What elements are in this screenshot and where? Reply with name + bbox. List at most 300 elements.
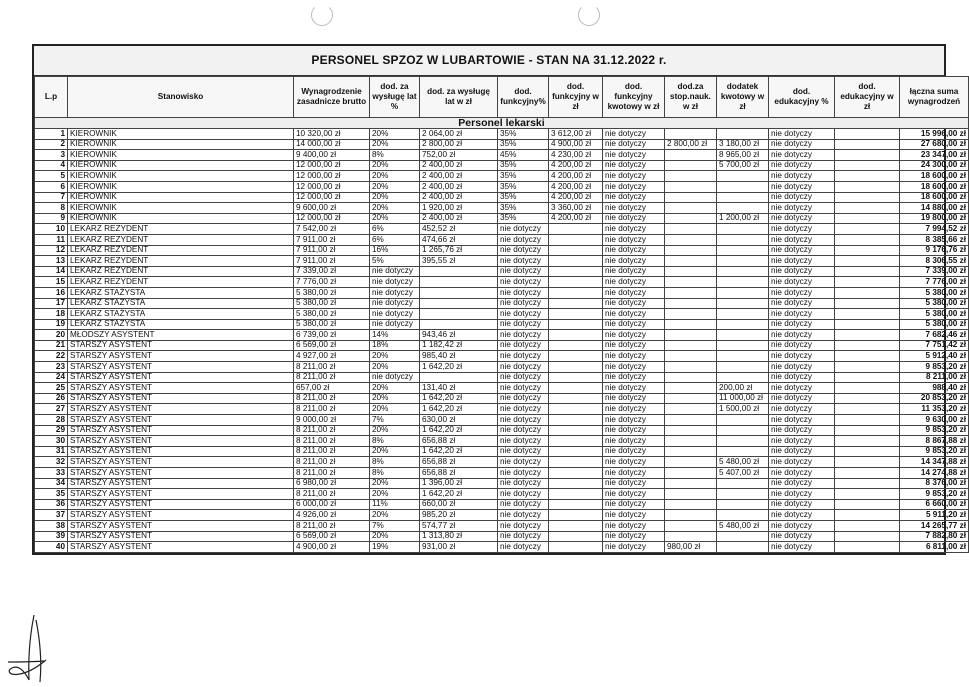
cell-fun_z bbox=[549, 404, 603, 415]
cell-stop bbox=[665, 383, 717, 394]
cell-stan: STARSZY ASYSTENT bbox=[68, 383, 294, 394]
cell-wyn: 12 000,00 zł bbox=[294, 192, 370, 203]
cell-fun_z: 3 360,00 zł bbox=[549, 203, 603, 214]
cell-suma: 7 882,80 zł bbox=[900, 531, 969, 542]
cell-wyn: 4 900,00 zł bbox=[294, 542, 370, 553]
cell-dod_kw bbox=[717, 181, 769, 192]
table-row bbox=[35, 160, 969, 171]
cell-dod_kw bbox=[717, 436, 769, 447]
cell-wysl_z: 1 265,76 zł bbox=[420, 245, 498, 256]
cell-suma: 18 600,00 zł bbox=[900, 181, 969, 192]
cell-wyn: 9 000,00 zł bbox=[294, 415, 370, 426]
cell-fun_p: nie dotyczy bbox=[498, 245, 549, 256]
cell-dod_kw bbox=[717, 277, 769, 288]
cell-stop bbox=[665, 203, 717, 214]
cell-wyn: 5 380,00 zł bbox=[294, 309, 370, 320]
cell-stop bbox=[665, 393, 717, 404]
cell-edu_p: nie dotyczy bbox=[769, 404, 835, 415]
cell-wysl_p: nie dotyczy bbox=[370, 372, 420, 383]
cell-wysl_z: 574,77 zł bbox=[420, 520, 498, 531]
cell-edu_p: nie dotyczy bbox=[769, 298, 835, 309]
cell-wysl_p: 20% bbox=[370, 129, 420, 140]
cell-wyn: 6 739,00 zł bbox=[294, 330, 370, 341]
cell-fun_z bbox=[549, 351, 603, 362]
cell-wysl_z: 474,66 zł bbox=[420, 234, 498, 245]
cell-fun_kw: nie dotyczy bbox=[603, 287, 665, 298]
cell-wysl_z bbox=[420, 372, 498, 383]
cell-suma: 18 600,00 zł bbox=[900, 171, 969, 182]
cell-fun_kw: nie dotyczy bbox=[603, 393, 665, 404]
cell-edu_z bbox=[835, 129, 900, 140]
cell-wyn: 7 542,00 zł bbox=[294, 224, 370, 235]
cell-fun_kw: nie dotyczy bbox=[603, 213, 665, 224]
cell-edu_p: nie dotyczy bbox=[769, 520, 835, 531]
cell-suma: 6 660,00 zł bbox=[900, 499, 969, 510]
cell-stop bbox=[665, 171, 717, 182]
cell-wysl_p: 16% bbox=[370, 245, 420, 256]
cell-wyn: 8 211,00 zł bbox=[294, 489, 370, 500]
cell-wysl_p: 7% bbox=[370, 415, 420, 426]
cell-wysl_z: 131,40 zł bbox=[420, 383, 498, 394]
cell-wysl_p: 19% bbox=[370, 542, 420, 553]
cell-fun_p: nie dotyczy bbox=[498, 287, 549, 298]
table-row bbox=[35, 203, 969, 214]
cell-suma: 27 680,00 zł bbox=[900, 139, 969, 150]
section-row bbox=[35, 118, 969, 129]
cell-stan: LEKARZ REZYDENT bbox=[68, 256, 294, 267]
cell-lp: 36 bbox=[35, 499, 68, 510]
table-row bbox=[35, 542, 969, 553]
cell-edu_p: nie dotyczy bbox=[769, 192, 835, 203]
cell-edu_z bbox=[835, 150, 900, 161]
cell-suma: 14 274,88 zł bbox=[900, 468, 969, 479]
table-row bbox=[35, 266, 969, 277]
cell-fun_z bbox=[549, 245, 603, 256]
cell-lp: 24 bbox=[35, 372, 68, 383]
cell-stan: STARSZY ASYSTENT bbox=[68, 425, 294, 436]
cell-lp: 12 bbox=[35, 245, 68, 256]
cell-lp: 26 bbox=[35, 393, 68, 404]
cell-wysl_z: 1 642,20 zł bbox=[420, 489, 498, 500]
cell-edu_p: nie dotyczy bbox=[769, 510, 835, 521]
cell-edu_z bbox=[835, 160, 900, 171]
cell-wyn: 5 380,00 zł bbox=[294, 287, 370, 298]
cell-suma: 988,40 zł bbox=[900, 383, 969, 394]
col-header: L.p bbox=[35, 77, 68, 118]
cell-lp: 28 bbox=[35, 415, 68, 426]
cell-fun_z bbox=[549, 531, 603, 542]
cell-wysl_z: 2 400,00 zł bbox=[420, 181, 498, 192]
cell-wyn: 12 000,00 zł bbox=[294, 213, 370, 224]
cell-fun_p: nie dotyczy bbox=[498, 266, 549, 277]
table-row bbox=[35, 436, 969, 447]
cell-lp: 34 bbox=[35, 478, 68, 489]
cell-wyn: 8 211,00 zł bbox=[294, 425, 370, 436]
cell-fun_z bbox=[549, 489, 603, 500]
cell-wyn: 4 927,00 zł bbox=[294, 351, 370, 362]
cell-fun_kw: nie dotyczy bbox=[603, 340, 665, 351]
cell-lp: 32 bbox=[35, 457, 68, 468]
cell-stan: STARSZY ASYSTENT bbox=[68, 520, 294, 531]
cell-edu_p: nie dotyczy bbox=[769, 287, 835, 298]
salary-table bbox=[34, 76, 969, 553]
col-header: dod.za stop.nauk. w zł bbox=[665, 77, 717, 118]
cell-fun_kw: nie dotyczy bbox=[603, 181, 665, 192]
cell-stan: LEKARZ STAŻYSTA bbox=[68, 309, 294, 320]
cell-wyn: 6 569,00 zł bbox=[294, 531, 370, 542]
table-row bbox=[35, 383, 969, 394]
cell-edu_p: nie dotyczy bbox=[769, 224, 835, 235]
cell-fun_kw: nie dotyczy bbox=[603, 234, 665, 245]
sheet-title: PERSONEL SPZOZ W LUBARTOWIE - STAN NA 31.12.2022 r. bbox=[34, 46, 944, 76]
cell-fun_kw: nie dotyczy bbox=[603, 383, 665, 394]
cell-wysl_z: 656,88 zł bbox=[420, 468, 498, 479]
table-row bbox=[35, 489, 969, 500]
cell-fun_z: 4 200,00 zł bbox=[549, 213, 603, 224]
cell-fun_p: nie dotyczy bbox=[498, 224, 549, 235]
cell-edu_p: nie dotyczy bbox=[769, 489, 835, 500]
cell-edu_z bbox=[835, 287, 900, 298]
cell-wysl_z: 931,00 zł bbox=[420, 542, 498, 553]
cell-edu_p: nie dotyczy bbox=[769, 457, 835, 468]
table-row bbox=[35, 181, 969, 192]
cell-dod_kw bbox=[717, 245, 769, 256]
cell-edu_p: nie dotyczy bbox=[769, 372, 835, 383]
cell-suma: 15 996,00 zł bbox=[900, 129, 969, 140]
cell-wysl_z bbox=[420, 309, 498, 320]
cell-wyn: 12 000,00 zł bbox=[294, 181, 370, 192]
cell-edu_p: nie dotyczy bbox=[769, 542, 835, 553]
cell-wysl_z bbox=[420, 287, 498, 298]
cell-fun_p: nie dotyczy bbox=[498, 542, 549, 553]
cell-fun_kw: nie dotyczy bbox=[603, 351, 665, 362]
cell-dod_kw: 11 000,00 zł bbox=[717, 393, 769, 404]
cell-fun_p: nie dotyczy bbox=[498, 425, 549, 436]
cell-dod_kw bbox=[717, 234, 769, 245]
cell-fun_z bbox=[549, 446, 603, 457]
cell-lp: 11 bbox=[35, 234, 68, 245]
cell-fun_kw: nie dotyczy bbox=[603, 129, 665, 140]
col-header: dod. edukacyjny % bbox=[769, 77, 835, 118]
cell-fun_z bbox=[549, 362, 603, 373]
cell-stop bbox=[665, 404, 717, 415]
cell-dod_kw: 200,00 zł bbox=[717, 383, 769, 394]
cell-dod_kw: 1 200,00 zł bbox=[717, 213, 769, 224]
cell-fun_p: nie dotyczy bbox=[498, 256, 549, 267]
table-row bbox=[35, 468, 969, 479]
cell-fun_z bbox=[549, 478, 603, 489]
cell-wysl_z: 1 182,42 zł bbox=[420, 340, 498, 351]
cell-wyn: 8 211,00 zł bbox=[294, 393, 370, 404]
cell-edu_p: nie dotyczy bbox=[769, 425, 835, 436]
cell-fun_z bbox=[549, 436, 603, 447]
cell-edu_z bbox=[835, 192, 900, 203]
cell-wysl_z: 985,20 zł bbox=[420, 510, 498, 521]
cell-suma: 5 380,00 zł bbox=[900, 298, 969, 309]
table-row bbox=[35, 245, 969, 256]
cell-wysl_z: 656,88 zł bbox=[420, 457, 498, 468]
cell-suma: 5 911,20 zł bbox=[900, 510, 969, 521]
cell-wysl_z: 630,00 zł bbox=[420, 415, 498, 426]
cell-dod_kw bbox=[717, 510, 769, 521]
cell-wysl_z: 2 064,00 zł bbox=[420, 129, 498, 140]
table-row bbox=[35, 425, 969, 436]
cell-stop bbox=[665, 425, 717, 436]
cell-lp: 15 bbox=[35, 277, 68, 288]
cell-suma: 11 353,20 zł bbox=[900, 404, 969, 415]
cell-dod_kw bbox=[717, 351, 769, 362]
cell-stop bbox=[665, 531, 717, 542]
cell-wyn: 12 000,00 zł bbox=[294, 160, 370, 171]
cell-fun_kw: nie dotyczy bbox=[603, 150, 665, 161]
cell-lp: 31 bbox=[35, 446, 68, 457]
cell-fun_p: 35% bbox=[498, 203, 549, 214]
cell-fun_kw: nie dotyczy bbox=[603, 160, 665, 171]
cell-wyn: 7 339,00 zł bbox=[294, 266, 370, 277]
cell-edu_z bbox=[835, 213, 900, 224]
cell-fun_p: nie dotyczy bbox=[498, 351, 549, 362]
cell-stan: LEKARZ STAŻYSTA bbox=[68, 287, 294, 298]
cell-dod_kw bbox=[717, 266, 769, 277]
cell-stop bbox=[665, 150, 717, 161]
table-row bbox=[35, 277, 969, 288]
cell-edu_z bbox=[835, 171, 900, 182]
col-header: dod. funkcyjny kwotowy w zł bbox=[603, 77, 665, 118]
cell-fun_z bbox=[549, 330, 603, 341]
cell-fun_z: 4 200,00 zł bbox=[549, 181, 603, 192]
cell-wyn: 8 211,00 zł bbox=[294, 362, 370, 373]
cell-wysl_z bbox=[420, 298, 498, 309]
cell-fun_p: 35% bbox=[498, 181, 549, 192]
cell-wyn: 8 211,00 zł bbox=[294, 372, 370, 383]
cell-edu_p: nie dotyczy bbox=[769, 160, 835, 171]
cell-edu_z bbox=[835, 478, 900, 489]
col-header: dod. za wysługę lat % bbox=[370, 77, 420, 118]
cell-wyn: 8 211,00 zł bbox=[294, 446, 370, 457]
cell-fun_z bbox=[549, 256, 603, 267]
cell-wysl_p: 20% bbox=[370, 181, 420, 192]
cell-edu_z bbox=[835, 393, 900, 404]
cell-edu_p: nie dotyczy bbox=[769, 309, 835, 320]
cell-lp: 5 bbox=[35, 171, 68, 182]
cell-edu_p: nie dotyczy bbox=[769, 531, 835, 542]
cell-lp: 39 bbox=[35, 531, 68, 542]
table-row bbox=[35, 446, 969, 457]
cell-stan: LEKARZ REZYDENT bbox=[68, 245, 294, 256]
cell-edu_z bbox=[835, 340, 900, 351]
cell-wysl_z: 1 642,20 zł bbox=[420, 362, 498, 373]
cell-wyn: 14 000,00 zł bbox=[294, 139, 370, 150]
cell-edu_z bbox=[835, 330, 900, 341]
cell-wyn: 8 211,00 zł bbox=[294, 468, 370, 479]
cell-stan: MŁODSZY ASYSTENT bbox=[68, 330, 294, 341]
cell-suma: 9 853,20 zł bbox=[900, 362, 969, 373]
cell-fun_p: nie dotyczy bbox=[498, 383, 549, 394]
cell-lp: 38 bbox=[35, 520, 68, 531]
cell-edu_z bbox=[835, 266, 900, 277]
cell-edu_z bbox=[835, 531, 900, 542]
cell-lp: 35 bbox=[35, 489, 68, 500]
cell-lp: 17 bbox=[35, 298, 68, 309]
cell-stop bbox=[665, 224, 717, 235]
cell-dod_kw: 8 965,00 zł bbox=[717, 150, 769, 161]
cell-fun_kw: nie dotyczy bbox=[603, 510, 665, 521]
cell-stan: STARSZY ASYSTENT bbox=[68, 499, 294, 510]
cell-fun_z bbox=[549, 372, 603, 383]
cell-suma: 7 751,42 zł bbox=[900, 340, 969, 351]
cell-wysl_z: 985,40 zł bbox=[420, 351, 498, 362]
cell-suma: 6 811,00 zł bbox=[900, 542, 969, 553]
cell-fun_kw: nie dotyczy bbox=[603, 192, 665, 203]
cell-wysl_z: 1 642,20 zł bbox=[420, 425, 498, 436]
cell-fun_z: 4 200,00 zł bbox=[549, 160, 603, 171]
cell-edu_p: nie dotyczy bbox=[769, 150, 835, 161]
table-row bbox=[35, 213, 969, 224]
cell-fun_p: nie dotyczy bbox=[498, 340, 549, 351]
cell-suma: 7 682,46 zł bbox=[900, 330, 969, 341]
col-header: dod. funkcyjny w zł bbox=[549, 77, 603, 118]
cell-edu_p: nie dotyczy bbox=[769, 129, 835, 140]
cell-wyn: 8 211,00 zł bbox=[294, 436, 370, 447]
cell-fun_z bbox=[549, 266, 603, 277]
cell-fun_z bbox=[549, 457, 603, 468]
cell-stop bbox=[665, 499, 717, 510]
cell-edu_z bbox=[835, 468, 900, 479]
cell-fun_z bbox=[549, 510, 603, 521]
col-header: dod. za wysługę lat w zł bbox=[420, 77, 498, 118]
cell-stop bbox=[665, 192, 717, 203]
cell-stan: KIEROWNIK bbox=[68, 213, 294, 224]
cell-edu_p: nie dotyczy bbox=[769, 213, 835, 224]
cell-wysl_z: 752,00 zł bbox=[420, 150, 498, 161]
cell-wyn: 6 569,00 zł bbox=[294, 340, 370, 351]
cell-wysl_p: 14% bbox=[370, 330, 420, 341]
cell-lp: 40 bbox=[35, 542, 68, 553]
table-row bbox=[35, 330, 969, 341]
cell-dod_kw bbox=[717, 129, 769, 140]
cell-wysl_z: 452,52 zł bbox=[420, 224, 498, 235]
cell-wysl_z bbox=[420, 277, 498, 288]
cell-lp: 29 bbox=[35, 425, 68, 436]
cell-wysl_p: 20% bbox=[370, 192, 420, 203]
cell-fun_kw: nie dotyczy bbox=[603, 372, 665, 383]
cell-edu_z bbox=[835, 319, 900, 330]
cell-stop bbox=[665, 468, 717, 479]
cell-stop bbox=[665, 457, 717, 468]
cell-wyn: 7 911,00 zł bbox=[294, 256, 370, 267]
cell-wyn: 657,00 zł bbox=[294, 383, 370, 394]
cell-edu_z bbox=[835, 489, 900, 500]
cell-edu_p: nie dotyczy bbox=[769, 203, 835, 214]
table-row bbox=[35, 256, 969, 267]
cell-stan: KIEROWNIK bbox=[68, 171, 294, 182]
cell-dod_kw bbox=[717, 203, 769, 214]
table-row bbox=[35, 309, 969, 320]
cell-fun_kw: nie dotyczy bbox=[603, 330, 665, 341]
cell-stop bbox=[665, 234, 717, 245]
cell-fun_kw: nie dotyczy bbox=[603, 224, 665, 235]
cell-wyn: 4 926,00 zł bbox=[294, 510, 370, 521]
cell-edu_p: nie dotyczy bbox=[769, 277, 835, 288]
cell-dod_kw: 1 500,00 zł bbox=[717, 404, 769, 415]
cell-wysl_p: 20% bbox=[370, 362, 420, 373]
cell-lp: 30 bbox=[35, 436, 68, 447]
cell-wyn: 5 380,00 zł bbox=[294, 319, 370, 330]
cell-fun_kw: nie dotyczy bbox=[603, 478, 665, 489]
cell-lp: 2 bbox=[35, 139, 68, 150]
col-header: dodatek kwotowy w zł bbox=[717, 77, 769, 118]
table-row bbox=[35, 340, 969, 351]
cell-fun_kw: nie dotyczy bbox=[603, 468, 665, 479]
table-row bbox=[35, 393, 969, 404]
cell-lp: 16 bbox=[35, 287, 68, 298]
cell-dod_kw: 5 480,00 zł bbox=[717, 520, 769, 531]
cell-wyn: 9 600,00 zł bbox=[294, 203, 370, 214]
cell-stop bbox=[665, 309, 717, 320]
cell-fun_z bbox=[549, 415, 603, 426]
cell-fun_z bbox=[549, 319, 603, 330]
cell-edu_p: nie dotyczy bbox=[769, 436, 835, 447]
cell-edu_p: nie dotyczy bbox=[769, 393, 835, 404]
cell-fun_kw: nie dotyczy bbox=[603, 425, 665, 436]
cell-wysl_p: 20% bbox=[370, 139, 420, 150]
cell-edu_z bbox=[835, 256, 900, 267]
cell-stop bbox=[665, 446, 717, 457]
cell-wyn: 7 776,00 zł bbox=[294, 277, 370, 288]
cell-fun_p: 35% bbox=[498, 213, 549, 224]
cell-wysl_z: 656,88 zł bbox=[420, 436, 498, 447]
cell-lp: 8 bbox=[35, 203, 68, 214]
cell-fun_kw: nie dotyczy bbox=[603, 542, 665, 553]
cell-fun_p: 35% bbox=[498, 129, 549, 140]
cell-wysl_p: nie dotyczy bbox=[370, 266, 420, 277]
cell-lp: 6 bbox=[35, 181, 68, 192]
table-row bbox=[35, 499, 969, 510]
cell-fun_z bbox=[549, 298, 603, 309]
cell-wysl_z: 2 400,00 zł bbox=[420, 171, 498, 182]
cell-stan: KIEROWNIK bbox=[68, 203, 294, 214]
cell-stan: STARSZY ASYSTENT bbox=[68, 542, 294, 553]
cell-fun_p: nie dotyczy bbox=[498, 415, 549, 426]
cell-fun_kw: nie dotyczy bbox=[603, 499, 665, 510]
cell-stan: KIEROWNIK bbox=[68, 160, 294, 171]
cell-lp: 13 bbox=[35, 256, 68, 267]
cell-lp: 22 bbox=[35, 351, 68, 362]
cell-wysl_p: 20% bbox=[370, 213, 420, 224]
cell-fun_z bbox=[549, 393, 603, 404]
cell-wysl_p: nie dotyczy bbox=[370, 298, 420, 309]
cell-fun_kw: nie dotyczy bbox=[603, 139, 665, 150]
cell-wysl_p: 20% bbox=[370, 404, 420, 415]
cell-stan: STARSZY ASYSTENT bbox=[68, 457, 294, 468]
cell-fun_p: nie dotyczy bbox=[498, 404, 549, 415]
cell-stop bbox=[665, 129, 717, 140]
cell-lp: 23 bbox=[35, 362, 68, 373]
table-row bbox=[35, 362, 969, 373]
cell-wysl_p: nie dotyczy bbox=[370, 319, 420, 330]
col-header: Wynagrodzenie zasadnicze brutto bbox=[294, 77, 370, 118]
cell-edu_p: nie dotyczy bbox=[769, 499, 835, 510]
cell-fun_z bbox=[549, 287, 603, 298]
cell-dod_kw bbox=[717, 319, 769, 330]
cell-wyn: 6 980,00 zł bbox=[294, 478, 370, 489]
cell-edu_z bbox=[835, 542, 900, 553]
cell-suma: 8 867,88 zł bbox=[900, 436, 969, 447]
cell-suma: 8 385,66 zł bbox=[900, 234, 969, 245]
cell-fun_z bbox=[549, 468, 603, 479]
cell-edu_z bbox=[835, 499, 900, 510]
cell-fun_p: nie dotyczy bbox=[498, 499, 549, 510]
